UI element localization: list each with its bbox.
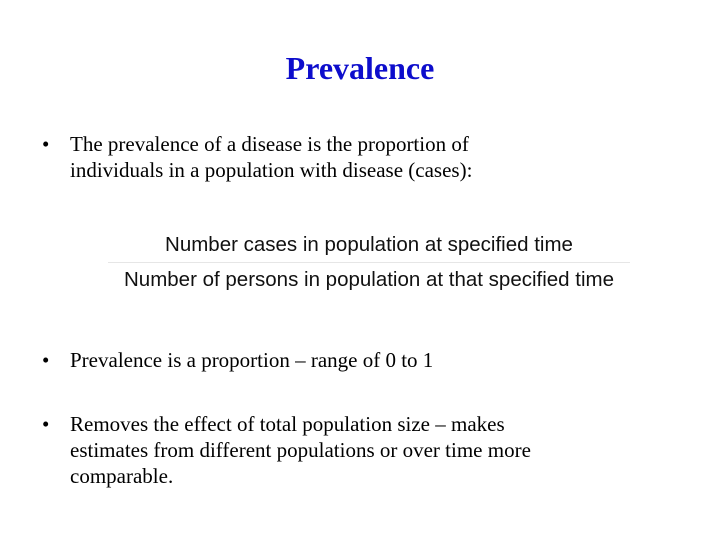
bullet-text: Prevalence is a proportion – range of 0 to 1 <box>70 348 434 372</box>
slide-title: Prevalence <box>285 50 435 86</box>
bullet-point-icon: • <box>42 132 50 156</box>
bullet-point-icon: • <box>42 348 50 372</box>
formula-numerator: Number cases in population at specified time <box>165 233 573 256</box>
bullet-item <box>42 411 642 489</box>
fraction-bar <box>108 262 630 263</box>
formula-denominator: Number of persons in population at that specified time <box>124 268 614 291</box>
bullet-text: Removes the effect of total population size – makes estimates from different populations or over time more comparable. <box>70 412 531 488</box>
bullet-item <box>42 347 642 373</box>
bullet-item <box>42 131 602 183</box>
prevalence-formula <box>108 230 630 295</box>
bullet-text: The prevalence of a disease is the proportion of individuals in a population with disease (cases): <box>70 132 473 182</box>
bullet-point-icon: • <box>42 412 50 436</box>
